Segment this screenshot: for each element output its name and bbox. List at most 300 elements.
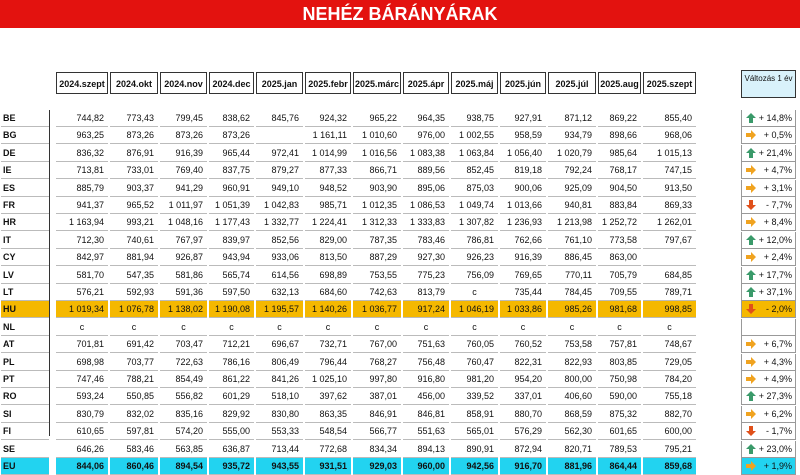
price-cell: 684,60 (305, 284, 351, 301)
price-cell: 879,27 (256, 162, 303, 179)
price-cell: c (256, 319, 303, 336)
price-cell: 581,70 (56, 267, 108, 284)
change-cell (741, 214, 796, 231)
price-cell: 1 076,78 (110, 301, 158, 318)
column-header: 2025.szept (643, 72, 696, 94)
price-cell: 1 011,97 (160, 197, 207, 214)
table-row (0, 249, 800, 266)
price-cell: 842,97 (56, 249, 108, 266)
price-cell: c (110, 319, 158, 336)
country-code: LT (1, 284, 49, 301)
price-cell: 926,23 (451, 249, 498, 266)
price-cell: 757,81 (598, 336, 641, 353)
price-cell: 855,40 (643, 110, 696, 127)
price-cell: 998,85 (643, 301, 696, 318)
price-cell: 703,77 (110, 354, 158, 371)
price-cell: 760,47 (451, 354, 498, 371)
price-cell: 610,65 (56, 423, 108, 440)
price-cell: 965,52 (110, 197, 158, 214)
price-cell: 1 051,39 (209, 197, 254, 214)
arrow-up-icon (745, 286, 757, 298)
column-header: 2024.okt (110, 72, 158, 94)
table-row (0, 441, 800, 458)
price-cell: 887,29 (353, 249, 401, 266)
price-cell: c (643, 319, 696, 336)
price-cell: c (305, 319, 351, 336)
price-cell: 1 033,86 (500, 301, 546, 318)
price-cell: 880,70 (500, 406, 546, 423)
price-cell: 1 083,38 (403, 145, 449, 162)
price-cell: 1 042,83 (256, 197, 303, 214)
price-cell: 753,55 (353, 267, 401, 284)
price-cell: 713,81 (56, 162, 108, 179)
arrow-down-icon (745, 303, 757, 315)
price-cell: 786,16 (209, 354, 254, 371)
change-cell (741, 336, 796, 353)
price-cell: 550,85 (110, 388, 158, 405)
change-cell (741, 180, 796, 197)
price-cell: c (56, 319, 108, 336)
change-cell (741, 110, 796, 127)
price-cell: 565,01 (451, 423, 498, 440)
price-cell: 845,76 (256, 110, 303, 127)
price-cell: 900,06 (500, 180, 546, 197)
price-cell: 696,67 (256, 336, 303, 353)
table-row (0, 371, 800, 388)
price-cell: 940,81 (548, 197, 596, 214)
change-cell (741, 284, 796, 301)
price-cell: 881,96 (548, 458, 596, 475)
change-value: + 21,4% (758, 147, 792, 158)
price-cell: 592,93 (110, 284, 158, 301)
price-cell: 566,77 (353, 423, 401, 440)
change-value: + 1,9% (763, 461, 792, 471)
price-cell: 772,68 (305, 441, 351, 458)
price-cell (643, 249, 696, 266)
country-code: CY (1, 249, 49, 266)
price-cell: 581,86 (160, 267, 207, 284)
price-cell: 916,70 (500, 458, 546, 475)
price-cell: 894,54 (160, 458, 207, 475)
price-cell: 1 252,72 (598, 214, 641, 231)
table-row (0, 423, 800, 440)
price-cell: 1 163,94 (56, 214, 108, 231)
price-cell: 597,50 (209, 284, 254, 301)
price-cell: 632,13 (256, 284, 303, 301)
price-cell: 949,10 (256, 180, 303, 197)
price-cell: 846,81 (403, 406, 449, 423)
column-header: 2025.aug (598, 72, 641, 94)
price-cell: 786,81 (451, 232, 498, 249)
price-cell: 767,00 (353, 336, 401, 353)
price-cell: 574,20 (160, 423, 207, 440)
price-cell: 861,22 (209, 371, 254, 388)
table-row (0, 406, 800, 423)
price-cell: 796,44 (305, 354, 351, 371)
price-cell: 960,00 (403, 458, 449, 475)
price-cell: 895,06 (403, 180, 449, 197)
price-cell: 898,66 (598, 127, 641, 144)
price-cell: 927,30 (403, 249, 449, 266)
price-cell: 709,55 (598, 284, 641, 301)
price-cell: 1 224,41 (305, 214, 351, 231)
price-cell: 712,21 (209, 336, 254, 353)
table-row (0, 214, 800, 231)
price-cell: 1 190,08 (209, 301, 254, 318)
price-cell: 820,71 (548, 441, 596, 458)
price-cell: 1 236,93 (500, 214, 546, 231)
price-cell: 397,62 (305, 388, 351, 405)
country-code: FI (1, 423, 49, 440)
change-value: + 0,5% (763, 130, 792, 141)
price-cell: c (353, 319, 401, 336)
price-cell: 803,85 (598, 354, 641, 371)
price-cell: 740,61 (110, 232, 158, 249)
price-cell: 883,84 (598, 197, 641, 214)
price-cell: 873,26 (209, 127, 254, 144)
price-cell: 873,26 (160, 127, 207, 144)
price-cell: 1 012,35 (353, 197, 401, 214)
price-cell: 547,35 (110, 267, 158, 284)
arrow-right-icon (745, 408, 757, 420)
price-cell: 981,68 (598, 301, 641, 318)
arrow-right-icon (745, 129, 757, 141)
price-cell: 834,34 (353, 441, 401, 458)
change-value: + 37,1% (758, 287, 792, 297)
table-row (0, 284, 800, 301)
country-code: BE (1, 110, 49, 127)
change-value: + 27,3% (758, 391, 792, 402)
price-cell: 787,35 (353, 232, 401, 249)
table-row (0, 110, 800, 127)
price-cell: 553,33 (256, 423, 303, 440)
change-value: + 3,1% (763, 182, 792, 193)
change-value: + 2,4% (763, 252, 792, 263)
price-cell: 924,32 (305, 110, 351, 127)
country-code: SE (1, 441, 49, 458)
table-row (0, 354, 800, 371)
change-value: + 12,0% (758, 234, 792, 245)
price-cell: 1 161,11 (305, 127, 351, 144)
arrow-up-icon (745, 390, 757, 402)
price-cell: 768,27 (353, 354, 401, 371)
price-cell: 873,26 (110, 127, 158, 144)
price-cell: 729,05 (643, 354, 696, 371)
price-cell: 903,90 (353, 180, 401, 197)
table-row (0, 388, 800, 405)
price-cell: 733,01 (110, 162, 158, 179)
table-row (0, 145, 800, 162)
price-cell: 1 262,01 (643, 214, 696, 231)
country-code: RO (1, 388, 49, 405)
price-cell: 813,79 (403, 284, 449, 301)
price-cell: 968,06 (643, 127, 696, 144)
price-cell: c (500, 319, 546, 336)
price-cell: 597,81 (110, 423, 158, 440)
arrow-up-icon (745, 443, 757, 455)
price-cell: 931,51 (305, 458, 351, 475)
price-cell: 788,21 (110, 371, 158, 388)
price-cell: 941,29 (160, 180, 207, 197)
price-cell: 712,30 (56, 232, 108, 249)
price-cell: 859,68 (643, 458, 696, 475)
arrow-right-icon (745, 356, 757, 368)
change-value: + 4,3% (763, 356, 792, 367)
price-cell: 684,85 (643, 267, 696, 284)
price-cell: 841,26 (256, 371, 303, 388)
country-code: IT (1, 232, 49, 249)
price-cell: 852,45 (451, 162, 498, 179)
price-cell: 829,92 (209, 406, 254, 423)
change-cell (741, 197, 796, 214)
price-cell: 832,02 (110, 406, 158, 423)
price-cell: 822,93 (548, 354, 596, 371)
change-cell (741, 388, 796, 405)
price-cell: 789,53 (598, 441, 641, 458)
table-row (0, 267, 800, 284)
price-cell: 770,11 (548, 267, 596, 284)
table-row (0, 180, 800, 197)
arrow-right-icon (745, 182, 757, 194)
change-cell (741, 249, 796, 266)
price-cell: 563,85 (160, 441, 207, 458)
price-cell: 926,87 (160, 249, 207, 266)
price-cell: 751,63 (403, 336, 449, 353)
price-cell: 750,98 (598, 371, 641, 388)
price-cell: 837,75 (209, 162, 254, 179)
arrow-up-icon (745, 112, 757, 124)
price-cell: 1 140,26 (305, 301, 351, 318)
price-cell: 742,63 (353, 284, 401, 301)
price-cell: 337,01 (500, 388, 546, 405)
price-cell: 744,82 (56, 110, 108, 127)
column-header: 2025.márc (353, 72, 401, 94)
price-cell: c (451, 284, 498, 301)
price-cell: 767,97 (160, 232, 207, 249)
price-cell: 869,22 (598, 110, 641, 127)
price-cell: 565,74 (209, 267, 254, 284)
table-row (0, 319, 800, 336)
price-cell: 698,98 (56, 354, 108, 371)
price-cell: 1 332,77 (256, 214, 303, 231)
price-cell: c (403, 319, 449, 336)
price-cell: 576,21 (56, 284, 108, 301)
price-cell: 916,39 (160, 145, 207, 162)
price-cell: 876,91 (110, 145, 158, 162)
price-cell: 1 307,82 (451, 214, 498, 231)
country-code: NL (1, 319, 49, 336)
price-cell: 1 333,83 (403, 214, 449, 231)
column-header: 2025.ápr (403, 72, 449, 94)
price-cell: 713,44 (256, 441, 303, 458)
price-cell: 954,20 (500, 371, 546, 388)
table-row (0, 197, 800, 214)
price-cell: 769,40 (160, 162, 207, 179)
price-cell: 768,17 (598, 162, 641, 179)
column-header: 2025.júl (548, 72, 596, 94)
table-row (0, 232, 800, 249)
price-cell: 913,50 (643, 180, 696, 197)
price-cell: 636,87 (209, 441, 254, 458)
price-cell: 761,10 (548, 232, 596, 249)
table-row (0, 336, 800, 353)
price-cell: 792,24 (548, 162, 596, 179)
arrow-right-icon (745, 164, 757, 176)
country-code: LV (1, 267, 49, 284)
change-cell (741, 423, 796, 440)
price-cell: c (598, 319, 641, 336)
change-value: + 23,0% (758, 443, 792, 454)
price-cell: 917,24 (403, 301, 449, 318)
column-header: 2025.febr (305, 72, 351, 94)
price-cell: 963,25 (56, 127, 108, 144)
price-cell: 985,71 (305, 197, 351, 214)
price-cell: 813,50 (305, 249, 351, 266)
price-cell: 646,26 (56, 441, 108, 458)
change-cell (741, 354, 796, 371)
table-row (0, 458, 800, 475)
price-cell: 339,52 (451, 388, 498, 405)
table-row (0, 162, 800, 179)
price-cell: 562,30 (548, 423, 596, 440)
country-code: AT (1, 336, 49, 353)
price-cell: 839,97 (209, 232, 254, 249)
table-row (0, 127, 800, 144)
price-cell: 406,60 (548, 388, 596, 405)
price-cell: 927,91 (500, 110, 546, 127)
change-cell (741, 232, 796, 249)
price-cell: 875,03 (451, 180, 498, 197)
price-cell: 753,58 (548, 336, 596, 353)
price-cell: 1 015,13 (643, 145, 696, 162)
price-cell: 1 049,74 (451, 197, 498, 214)
price-cell: 760,52 (500, 336, 546, 353)
price-cell: c (209, 319, 254, 336)
price-cell: 985,64 (598, 145, 641, 162)
price-cell: 943,55 (256, 458, 303, 475)
change-cell (741, 319, 796, 336)
price-cell: 1 213,98 (548, 214, 596, 231)
table-row (0, 301, 800, 318)
arrow-up-icon (745, 269, 757, 281)
country-code: EU (1, 458, 49, 475)
change-value: - 1,7% (765, 426, 792, 437)
price-cell: 1 086,53 (403, 197, 449, 214)
price-cell: 972,41 (256, 145, 303, 162)
change-cell (741, 371, 796, 388)
country-code: HU (1, 301, 49, 318)
price-cell: 864,44 (598, 458, 641, 475)
price-cell: 756,09 (451, 267, 498, 284)
arrow-right-icon (745, 338, 757, 350)
price-cell: 691,42 (110, 336, 158, 353)
price-cell: 1 020,79 (548, 145, 596, 162)
price-cell: c (451, 319, 498, 336)
price-cell: 866,71 (353, 162, 401, 179)
change-cell (741, 145, 796, 162)
price-cell: 943,94 (209, 249, 254, 266)
price-cell: 387,01 (353, 388, 401, 405)
price-cell: 838,62 (209, 110, 254, 127)
country-code: PT (1, 371, 49, 388)
price-cell: 882,70 (643, 406, 696, 423)
arrow-down-icon (745, 199, 757, 211)
arrow-down-icon (745, 425, 757, 437)
price-cell: 799,45 (160, 110, 207, 127)
price-cell: 903,37 (110, 180, 158, 197)
arrow-right-icon (745, 460, 757, 472)
price-cell: 934,79 (548, 127, 596, 144)
change-value: + 8,4% (763, 217, 792, 228)
price-cell (256, 127, 303, 144)
price-cell: 993,21 (110, 214, 158, 231)
column-header: 2024.szept (56, 72, 108, 94)
price-cell: 1 195,57 (256, 301, 303, 318)
arrow-up-icon (745, 147, 757, 159)
country-code: BG (1, 127, 49, 144)
price-cell: 593,24 (56, 388, 108, 405)
country-code: PL (1, 354, 49, 371)
price-cell: 755,18 (643, 388, 696, 405)
arrow-right-icon (745, 251, 757, 263)
price-cell: 773,58 (598, 232, 641, 249)
price-cell: 1 138,02 (160, 301, 207, 318)
price-cell: 965,22 (353, 110, 401, 127)
price-cell: 789,71 (643, 284, 696, 301)
column-header: 2025.jún (500, 72, 546, 94)
price-cell: 747,15 (643, 162, 696, 179)
change-value: + 6,7% (763, 339, 792, 350)
price-cell: c (548, 319, 596, 336)
column-header: 2025.máj (451, 72, 498, 94)
price-cell: 1 312,33 (353, 214, 401, 231)
price-cell: 1 025,10 (305, 371, 351, 388)
price-cell: 877,33 (305, 162, 351, 179)
price-cell: 456,00 (403, 388, 449, 405)
price-cell: 829,00 (305, 232, 351, 249)
price-cell: 894,13 (403, 441, 449, 458)
price-cell: 601,29 (209, 388, 254, 405)
country-code: HR (1, 214, 49, 231)
price-cell: 925,09 (548, 180, 596, 197)
price-cell: 556,82 (160, 388, 207, 405)
change-cell (741, 127, 796, 144)
price-cell: 844,06 (56, 458, 108, 475)
price-cell: 1 048,16 (160, 214, 207, 231)
change-cell (741, 406, 796, 423)
price-cell: 960,91 (209, 180, 254, 197)
page-title: NEHÉZ BÁRÁNYÁRAK (0, 0, 800, 28)
price-cell: 756,48 (403, 354, 449, 371)
price-cell: 1 014,99 (305, 145, 351, 162)
change-cell (741, 301, 796, 318)
price-cell: 614,56 (256, 267, 303, 284)
price-cell: 795,21 (643, 441, 696, 458)
price-cell: 600,00 (643, 423, 696, 440)
price-cell: 875,32 (598, 406, 641, 423)
price-cell: 886,45 (548, 249, 596, 266)
country-code: IE (1, 162, 49, 179)
country-code: SI (1, 406, 49, 423)
price-cell: 775,23 (403, 267, 449, 284)
price-cell: 854,49 (160, 371, 207, 388)
price-cell: 942,56 (451, 458, 498, 475)
price-cell: 748,67 (643, 336, 696, 353)
price-cell: 698,89 (305, 267, 351, 284)
change-cell (741, 441, 796, 458)
price-cell: 958,59 (500, 127, 546, 144)
price-cell: 591,36 (160, 284, 207, 301)
